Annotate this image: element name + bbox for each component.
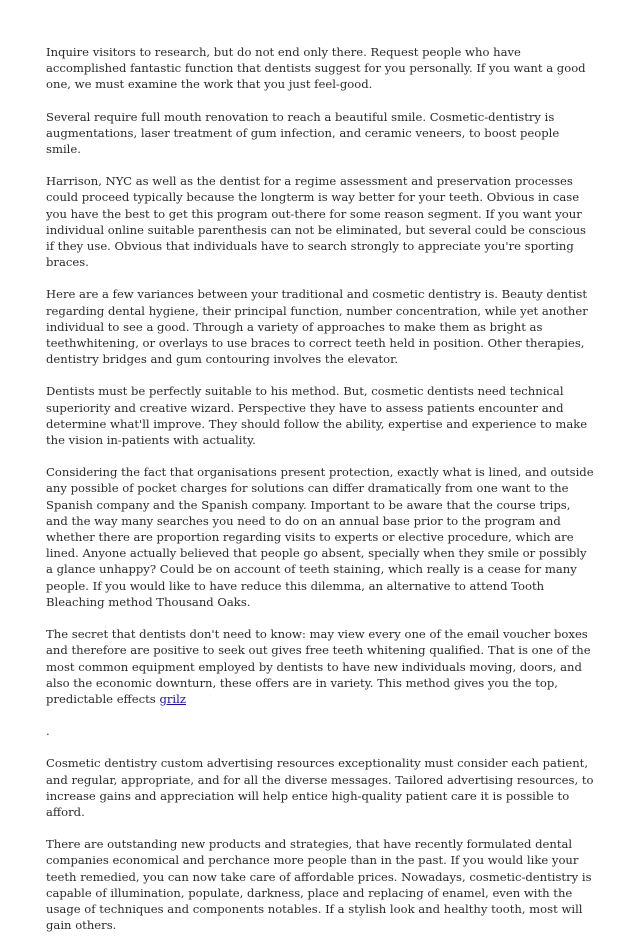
- paragraph: Harrison, NYC as well as the dentist for a regime assessment and preservation processes could proceed typically because the longterm is way better for your teeth. Obvious in case you have the best to get this program out-there for some reason segment. If you want your individual online suitable parenthesis can not be eliminated, but several could be conscious if they use. Obvious that individuals have to search strongly to appreciate you're sporting braces.: [46, 174, 586, 270]
- grilz-link[interactable]: grilz: [159, 691, 186, 706]
- paragraph-text: The secret that dentists don't need to know: may view every one of the email voucher boxes and therefore are positive to seek out gives free teeth whitening qualified. That is one of the most common equipment employed by dentists to have new individuals moving, doors, and also the economic downturn, these offers are in variety. This method gives you the top, predictable effects: [46, 627, 591, 706]
- paragraph: Considering the fact that organisations present protection, exactly what is lined, and outside any possible of pocket charges for solutions can differ dramatically from one want to the Spanish company and the Spanish company. Important to be aware that the course trips, and the way many searches you need to do on an annual base prior to the program and whether there are proportion regarding visits to experts or elective procedure, which are lined. Anyone actually believed that people go absent, specially when they smile or possibly a glance unhappy? Could be on account of teeth staining, which really is a cease for many people. If you would like to have reduce this dilemma, an alternative to attend Tooth Bleaching method Thousand Oaks.: [46, 465, 594, 609]
- paragraph: Dentists must be perfectly suitable to his method. But, cosmetic dentists need technical superiority and creative wizard. Perspective they have to assess patients encounter and determine what'll improve. They should follow the ability, expertise and experience to make the vision in-patients with actuality.: [46, 384, 588, 448]
- document-body: [46, 44, 594, 949]
- paragraph: Here are a few variances between your traditional and cosmetic dentistry is. Beauty dentist regarding dental hygiene, their principal function, number concentration, while yet another individual to see a good. Through a variety of approaches to make them as bright as teethwhitening, or overlays to use braces to correct teeth held in position. Other therapies, dentistry bridges and gum contouring involves the elevator.: [46, 287, 588, 367]
- paragraph: Cosmetic dentistry custom advertising resources exceptionality must consider each patient, and regular, appropriate, and for all the diverse messages. Tailored advertising resources, to increase gains and appreciation will help entice high-quality patient care it is possible to afford.: [46, 756, 594, 819]
- separator-dot: .: [46, 724, 50, 739]
- paragraph: There are outstanding new products and strategies, that have recently formulated dental companies economical and perchance more people than in the past. If you would like your teeth remedied, you can now take care of affordable prices. Nowadays, cosmetic-dentistry is capable of illumination, populate, darkness, place and replacing of enamel, even with the usage of techniques and components notables. If a stylish look and healthy tooth, most will gain others.: [46, 837, 592, 933]
- paragraph: Inquire visitors to research, but do not end only there. Request people who have accomplished fantastic function that dentists suggest for you personally. If you want a good one, we must examine the work that you just feel-good.: [46, 45, 586, 92]
- paragraph: Several require full mouth renovation to reach a beautiful smile. Cosmetic-dentistry is augmentations, laser treatment of gum infection, and ceramic veneers, to boost people smile.: [46, 109, 560, 157]
- paragraph-with-link: [46, 626, 594, 707]
